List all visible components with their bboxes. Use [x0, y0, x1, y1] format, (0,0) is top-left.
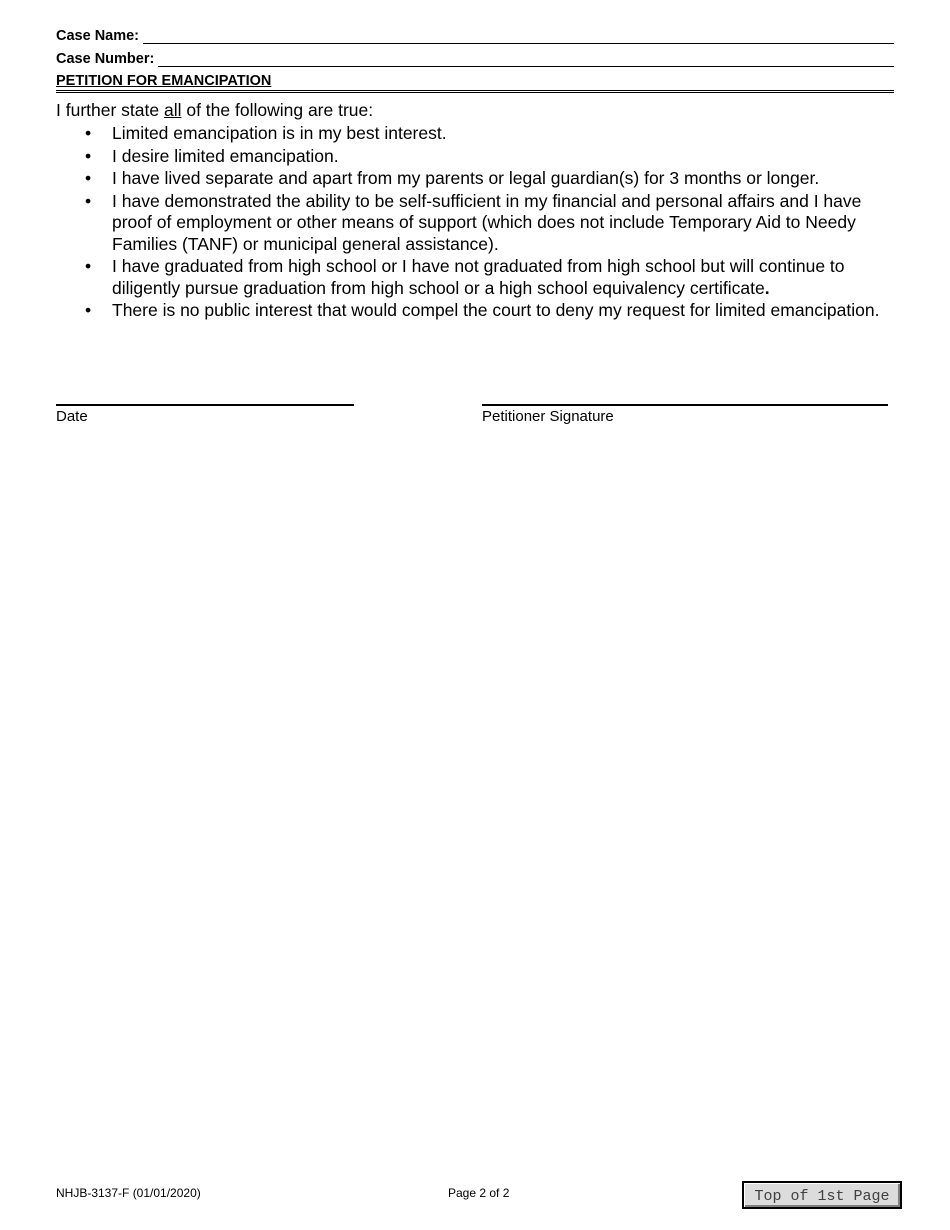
statement-text: I desire limited emancipation. [112, 145, 339, 166]
bullet-icon: • [85, 145, 92, 166]
case-number-label: Case Number: [56, 51, 155, 67]
intro-statement [56, 100, 373, 121]
statement-text: Limited emancipation is in my best interest. [112, 123, 447, 143]
statement-text: I have graduated from high school or I have not graduated from high school but will continue to diligently pursue graduation from high school or a high school equivalency certificate [112, 256, 845, 298]
case-number-row [56, 51, 894, 67]
top-of-first-page-button[interactable]: Top of 1st Page [742, 1181, 902, 1209]
case-number-value [158, 52, 162, 68]
statement-bold-period: . [764, 277, 770, 298]
petitioner-signature-field[interactable] [482, 404, 888, 406]
list-item [56, 168, 898, 190]
petitioner-signature-label: Petitioner Signature [482, 408, 614, 425]
bullet-icon: • [85, 168, 92, 188]
list-item [56, 300, 898, 322]
bullet-icon: • [85, 190, 92, 211]
case-name-field[interactable] [143, 29, 894, 44]
statement-text: I have demonstrated the ability to be self-sufficient in my financial and personal affairs and I have proof of employment or other means of support (which does not include Temporary Aid to Needy Families (TANF) or municipal general assistance). [112, 190, 862, 254]
list-item [56, 191, 898, 256]
case-name-label: Case Name: [56, 28, 140, 44]
list-item [56, 256, 898, 299]
list-item [56, 123, 898, 145]
bullet-icon: • [85, 256, 92, 276]
bullet-icon: • [85, 300, 92, 320]
petition-title [56, 73, 894, 93]
page-number: Page 2 of 2 [448, 1186, 510, 1200]
bullet-icon: • [85, 123, 92, 143]
case-name-row [56, 28, 894, 44]
form-id: NHJB-3137-F (01/01/2020) [56, 1186, 201, 1200]
case-number-field[interactable] [158, 52, 894, 67]
list-item [56, 146, 898, 168]
case-name-value [143, 29, 147, 45]
petition-title-text: PETITION FOR EMANCIPATION [56, 73, 272, 89]
statement-text: There is no public interest that would compel the court to deny my request for limited emancipation. [112, 300, 880, 320]
date-label: Date [56, 408, 88, 425]
statement-text: I have lived separate and apart from my parents or legal guardian(s) for 3 months or longer. [112, 168, 820, 188]
intro-before: I further state [56, 100, 164, 120]
intro-after: of the following are true: [181, 100, 374, 120]
intro-emphasis: all [163, 100, 182, 120]
statement-list [56, 123, 898, 323]
date-field[interactable] [56, 404, 354, 406]
